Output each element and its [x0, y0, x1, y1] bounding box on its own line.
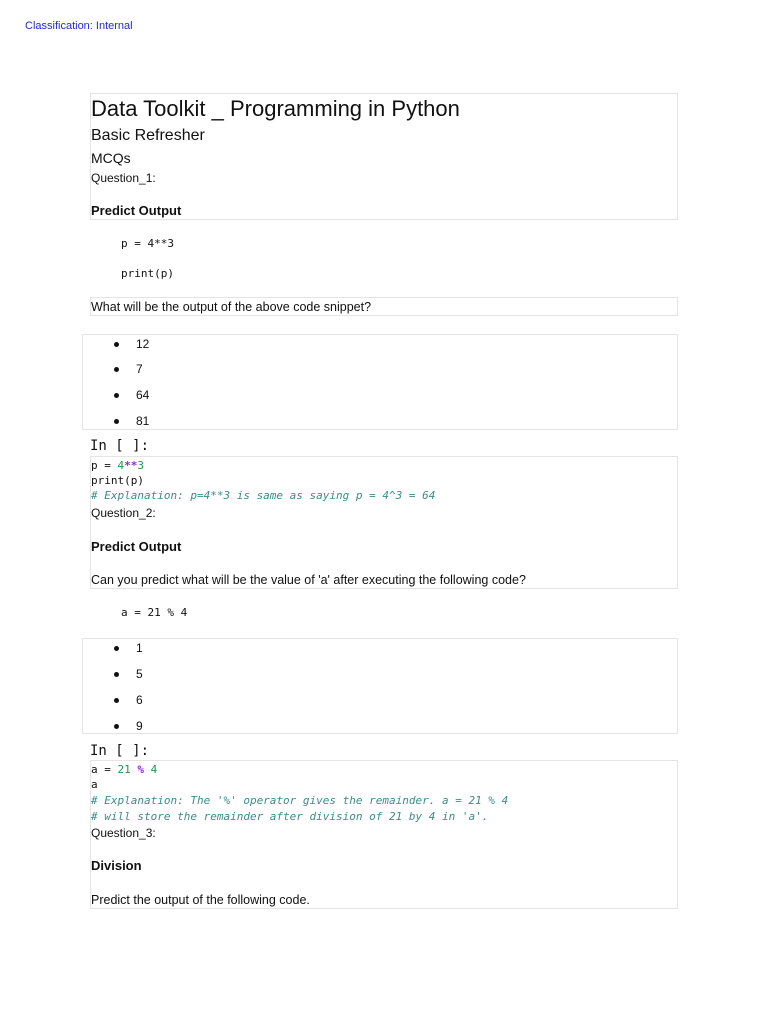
- q2-option-label: 9: [136, 719, 143, 733]
- code-token: 4: [150, 763, 158, 776]
- q1-option: [0, 414, 149, 428]
- q1-cell-line-2: print(p): [91, 474, 144, 487]
- q2-cell-comment-1: # Explanation: The '%' operator gives the remainder. a = 21 % 4: [91, 794, 509, 807]
- q1-cell-prompt: In [ ]:: [90, 438, 150, 454]
- q1-prompt: What will be the output of the above code snippet?: [91, 300, 372, 314]
- bullet-icon: [114, 367, 119, 372]
- q2-code-cell[interactable]: [90, 760, 678, 909]
- q2-option: [0, 693, 143, 707]
- q2-option: [0, 719, 143, 733]
- q1-option: [0, 337, 149, 351]
- code-token: 4: [117, 459, 125, 472]
- question-1-heading: Predict Output: [91, 203, 182, 218]
- page-subtitle: Basic Refresher: [91, 127, 205, 144]
- q1-code-cell[interactable]: [90, 456, 678, 589]
- q2-options-cell: [82, 638, 678, 734]
- classification-label: Classification: Internal: [25, 20, 133, 32]
- q1-option-label: 81: [136, 414, 150, 428]
- code-token: %: [130, 763, 151, 776]
- code-token: p: [91, 459, 98, 472]
- q2-cell-prompt: In [ ]:: [90, 743, 150, 759]
- q2-option-label: 1: [136, 641, 143, 655]
- q2-option-label: 6: [136, 693, 143, 707]
- bullet-icon: [114, 419, 119, 424]
- q2-cell-line-2: a: [91, 778, 98, 791]
- q1-option: [0, 362, 143, 376]
- q1-code-line-2: print(p): [121, 267, 174, 280]
- code-token: =: [97, 763, 118, 776]
- q1-options-cell: [82, 334, 678, 430]
- bullet-icon: [114, 724, 119, 729]
- q2-prompt: Can you predict what will be the value of 'a' after executing the following code?: [91, 573, 526, 587]
- q1-option-label: 64: [136, 388, 150, 402]
- bullet-icon: [114, 672, 119, 677]
- question-2-label: Question_2:: [91, 506, 156, 520]
- q1-code-line-1: p = 4**3: [121, 237, 174, 250]
- q1-option: [0, 388, 149, 402]
- section-heading: MCQs: [91, 150, 131, 166]
- question-1-label: Question_1:: [91, 171, 156, 185]
- q1-cell-line-1: [91, 459, 144, 472]
- bullet-icon: [114, 342, 119, 347]
- code-token: a: [91, 763, 98, 776]
- q2-code-line-1: a = 21 % 4: [121, 606, 188, 619]
- page-title: Data Toolkit _ Programming in Python: [91, 96, 460, 121]
- question-3-label: Question_3:: [91, 826, 156, 840]
- q2-option: [0, 667, 143, 681]
- question-3-heading: Division: [91, 858, 142, 873]
- bullet-icon: [114, 698, 119, 703]
- bullet-icon: [114, 646, 119, 651]
- q3-prompt: Predict the output of the following code.: [91, 893, 310, 907]
- code-token: 21: [117, 763, 131, 776]
- code-token: =: [97, 459, 118, 472]
- q2-option-label: 5: [136, 667, 143, 681]
- question-2-heading: Predict Output: [91, 539, 182, 554]
- q2-cell-line-1: [91, 763, 157, 776]
- code-token: 3: [137, 459, 144, 472]
- q2-option: [0, 641, 143, 655]
- bullet-icon: [114, 393, 119, 398]
- code-token: **: [124, 459, 138, 472]
- q1-option-label: 12: [136, 337, 150, 351]
- q1-option-label: 7: [136, 362, 143, 376]
- q2-cell-comment-2: # will store the remainder after division of 21 by 4 in 'a'.: [91, 810, 489, 823]
- q1-cell-comment: # Explanation: p=4**3 is same as saying p = 4^3 = 64: [91, 489, 436, 502]
